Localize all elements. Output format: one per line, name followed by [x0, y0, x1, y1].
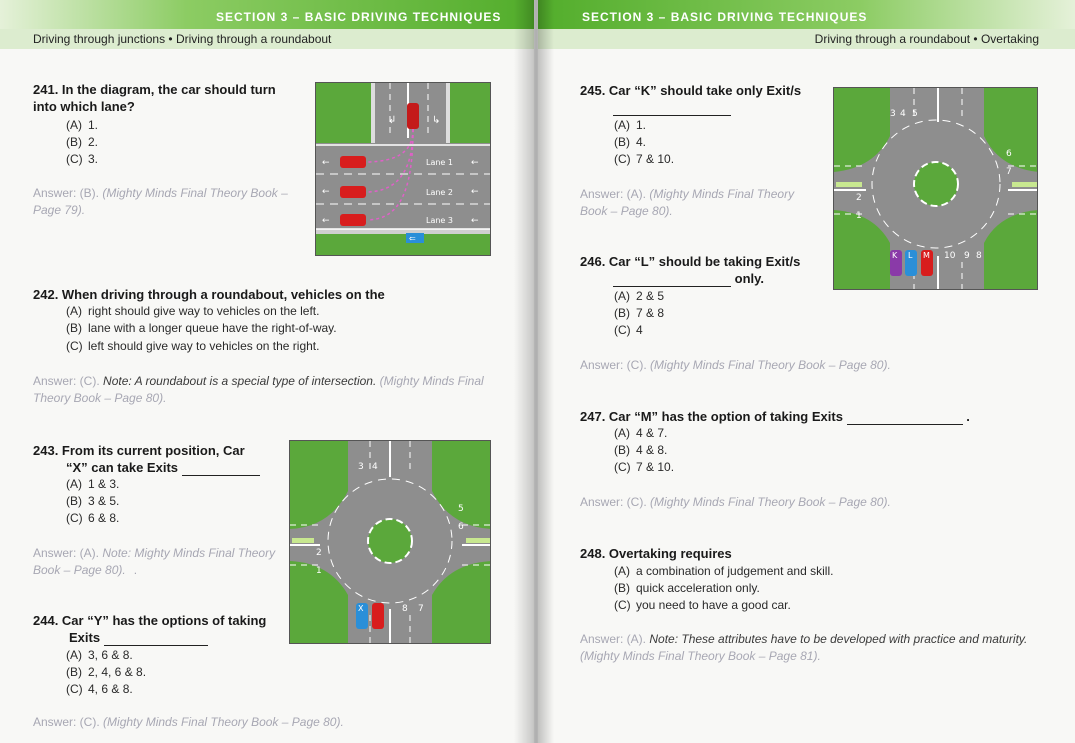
answer-244: Answer: (C). (Mighty Minds Final Theory Book – Page 80). — [33, 715, 344, 729]
answer-246: Answer: (C). (Mighty Minds Final Theory Book – Page 80). — [580, 358, 891, 372]
svg-text:←: ← — [471, 216, 479, 226]
option-245-b: (B) 4. — [614, 135, 647, 149]
exit-5-label: 5 — [912, 109, 918, 119]
svg-text:←: ← — [471, 187, 479, 197]
svg-text:↳: ↳ — [432, 115, 441, 126]
exit-3-label: 3 — [890, 109, 896, 119]
exit-9-label: 9 — [964, 251, 970, 261]
subheading-left: Driving through junctions • Driving through a roundabout — [0, 29, 534, 49]
answer-blank-246 — [613, 286, 731, 287]
exit-7-label: 7 — [418, 604, 424, 614]
option-244-c: (C) 4, 6 & 8. — [66, 682, 133, 696]
option-247-c: (C) 7 & 10. — [614, 460, 675, 474]
answer-243: Answer: (A). Note: Mighty Minds Final Theory Book – Page 80). . — [33, 546, 276, 577]
question-246: 246. Car “L” should be taking Exit/s only. — [580, 254, 801, 286]
option-241-a: (A) 1. — [66, 118, 99, 132]
svg-text:⇐: ⇐ — [409, 234, 416, 243]
exit-2-label: 2 — [856, 193, 862, 203]
book-gutter-shadow — [514, 0, 554, 743]
exit-6-label: 6 — [458, 522, 464, 532]
exit-4-label: 4 — [900, 109, 906, 119]
exit-8-label: 8 — [402, 604, 408, 614]
section-title-right: SECTION 3 – BASIC DRIVING TECHNIQUES — [582, 10, 868, 24]
option-244-a: (A) 3, 6 & 8. — [66, 648, 133, 662]
exit-10-label: 10 — [944, 251, 956, 261]
option-244-b: (B) 2, 4, 6 & 8. — [66, 665, 147, 679]
option-241-b: (B) 2. — [66, 135, 99, 149]
exit-1-label: 1 — [856, 211, 862, 221]
svg-text:↲: ↲ — [388, 115, 397, 126]
exit-5-label: 5 — [458, 504, 464, 514]
subheading-right: Driving through a roundabout • Overtaking — [538, 29, 1075, 49]
option-246-b: (B) 7 & 8 — [614, 306, 665, 320]
answer-248: Answer: (A). Note: These attributes have to be developed with practice and maturity. (Mighty Minds Final Theory Book – Page 81). — [580, 632, 1028, 663]
car-x-label: X — [358, 604, 364, 613]
roundabout-diagram-klm — [833, 87, 1038, 290]
exit-6-label: 6 — [1006, 149, 1012, 159]
option-248-c: (C) you need to have a good car. — [614, 598, 791, 612]
junction-diagram — [315, 82, 491, 256]
svg-text:←: ← — [322, 216, 330, 226]
answer-245: Answer: (A). (Mighty Minds Final Theory Book – Page 80). — [580, 187, 795, 218]
exit-8-label: 8 — [976, 251, 982, 261]
section-title-left: SECTION 3 – BASIC DRIVING TECHNIQUES — [216, 10, 502, 24]
answer-247: Answer: (C). (Mighty Minds Final Theory Book – Page 80). — [580, 495, 891, 509]
option-246-c: (C) 4 — [614, 323, 643, 337]
lane-1-label: Lane 1 — [426, 158, 453, 167]
option-243-a: (A) 1 & 3. — [66, 477, 120, 491]
option-243-b: (B) 3 & 5. — [66, 494, 120, 508]
answer-blank-245 — [613, 115, 731, 116]
option-248-a: (A) a combination of judgement and skill. — [614, 564, 834, 578]
answer-blank-243 — [182, 475, 260, 476]
question-243: 243. From its current position, Car “X” can take Exits — [33, 442, 283, 476]
svg-text:←: ← — [322, 158, 330, 168]
option-245-a: (A) 1. — [614, 118, 647, 132]
car-l-label: L — [908, 251, 913, 260]
answer-blank-247 — [847, 424, 963, 425]
question-245: 245. Car “K” should take only Exit/s — [580, 82, 820, 116]
exit-3-label: 3 — [358, 462, 364, 472]
car-m-label: M — [923, 251, 930, 260]
car-k-label: K — [892, 251, 898, 260]
option-242-c: (C) left should give way to vehicles on the right. — [66, 339, 320, 353]
option-242-b: (B) lane with a longer queue have the right-of-way. — [66, 321, 337, 335]
exit-1-label: 1 — [316, 566, 322, 576]
answer-242: Answer: (C). Note: A roundabout is a special type of intersection. (Mighty Minds Final Theory Book – Page 80). — [33, 374, 484, 405]
option-247-b: (B) 4 & 8. — [614, 443, 668, 457]
svg-text:←: ← — [322, 187, 330, 197]
question-244: 244. Car “Y” has the options of taking Exits — [33, 613, 267, 645]
question-242: 242. When driving through a roundabout, vehicles on the — [33, 287, 385, 302]
roundabout-diagram-x — [289, 440, 491, 644]
option-245-c: (C) 7 & 10. — [614, 152, 675, 166]
exit-2-label: 2 — [316, 548, 322, 558]
exit-7-label: 7 — [1006, 167, 1012, 177]
option-247-a: (A) 4 & 7. — [614, 426, 668, 440]
option-248-b: (B) quick acceleration only. — [614, 581, 760, 595]
option-246-a: (A) 2 & 5 — [614, 289, 665, 303]
question-241: 241. In the diagram, the car should turn into which lane? — [33, 82, 276, 114]
option-242-a: (A) right should give way to vehicles on the left. — [66, 304, 320, 318]
option-243-c: (C) 6 & 8. — [66, 511, 120, 525]
question-247: 247. Car “M” has the option of taking Exits . — [580, 409, 970, 424]
svg-text:←: ← — [471, 158, 479, 168]
question-248: 248. Overtaking requires — [580, 546, 732, 561]
exit-4-label: 4 — [372, 462, 378, 472]
lane-3-label: Lane 3 — [426, 216, 453, 225]
answer-blank-244 — [104, 645, 208, 646]
option-241-c: (C) 3. — [66, 152, 99, 166]
lane-2-label: Lane 2 — [426, 188, 453, 197]
answer-241: Answer: (B). (Mighty Minds Final Theory Book – Page 79). — [33, 186, 288, 217]
